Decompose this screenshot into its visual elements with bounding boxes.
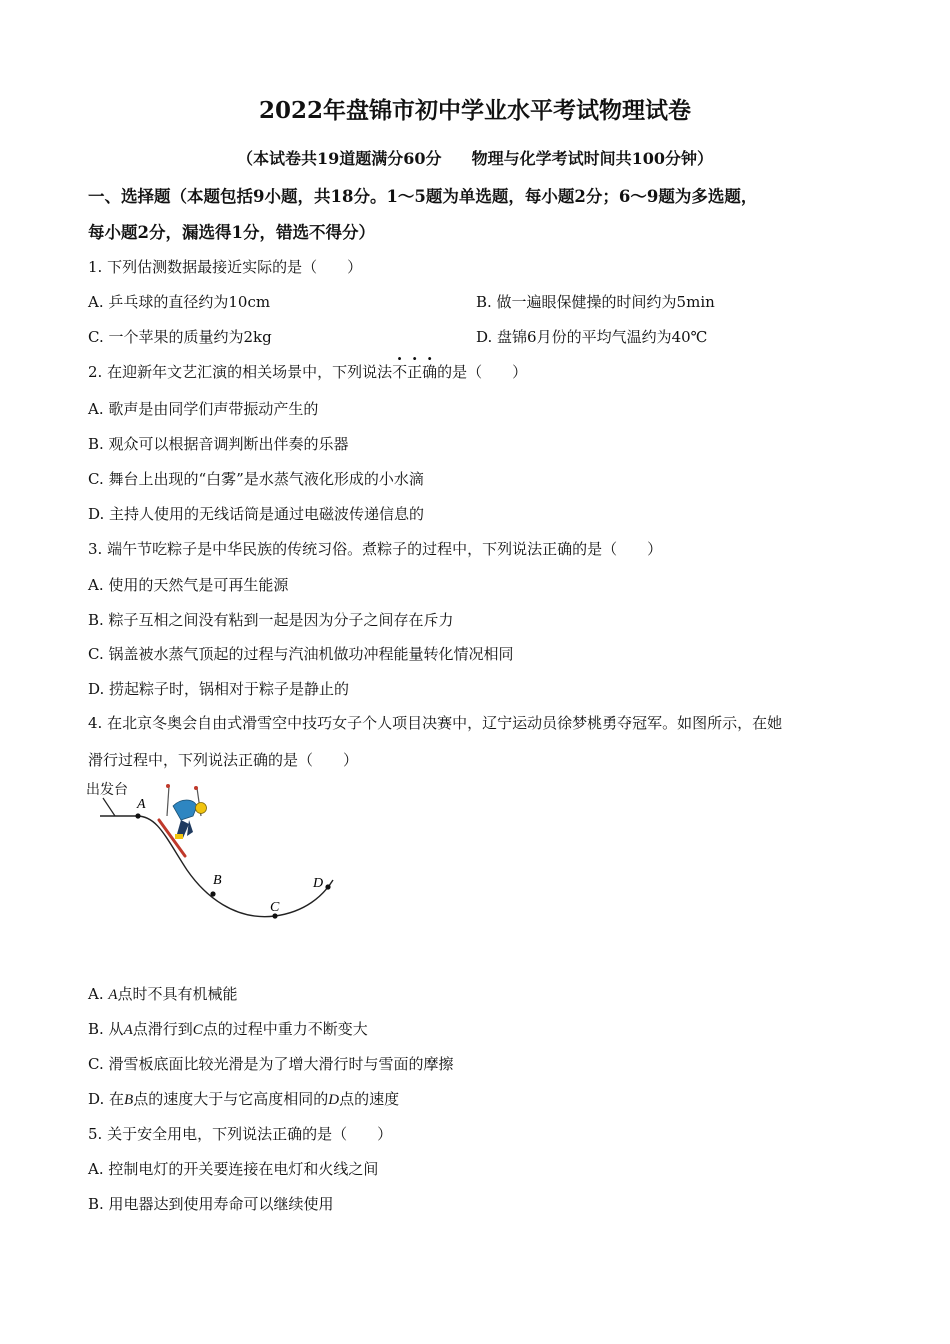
point-a-dot: [135, 813, 140, 818]
q2-option-d: D. 主持人使用的无线话筒是通过电磁波传递信息的: [88, 505, 425, 523]
q4-option-b: B. 从A点滑行到C点的过程中重力不断变大: [88, 1020, 368, 1038]
q1-option-c: C. 一个苹果的质量约为2kg: [88, 328, 272, 346]
q4-stem-line2: 滑行过程中，下列说法正确的是（ ）: [88, 751, 359, 769]
exam-info: [0, 146, 950, 169]
q3-option-c: C. 锅盖被水蒸气顶起的过程与汽油机做功冲程能量转化情况相同: [88, 645, 514, 663]
q4-option-d: D. 在B点的速度大于与它高度相同的D点的速度: [88, 1090, 400, 1108]
slope-curve: [100, 816, 333, 917]
q2-emphasis-char: 正: [407, 363, 423, 381]
q1-option-d: D. 盘锦6月份的平均气温约为40℃: [476, 328, 708, 346]
point-d-dot: [325, 884, 330, 889]
q4-option-c: C. 滑雪板底面比较光滑是为了增大滑行时与雪面的摩擦: [88, 1055, 454, 1073]
q2-stem-pre: 2. 在迎新年文艺汇演的相关场景中，下列说法: [88, 363, 393, 381]
point-b-label: B: [213, 873, 222, 888]
q5-stem: 5. 关于安全用电，下列说法正确的是（ ）: [88, 1125, 393, 1143]
start-arrow: [103, 798, 115, 816]
q1-stem: 1. 下列估测数据最接近实际的是（ ）: [88, 258, 363, 276]
point-d-label: D: [313, 876, 324, 891]
q3-option-b: B. 粽子互相之间没有粘到一起是因为分子之间存在斥力: [88, 611, 454, 629]
q1-option-a: A. 乒乓球的直径约为10cm: [88, 293, 271, 311]
page-title: 2022年盘锦市初中学业水平考试物理试卷: [258, 97, 691, 124]
point-b-dot: [210, 891, 215, 896]
ski-slope-figure: [85, 776, 345, 926]
point-c-label: C: [270, 900, 280, 915]
q2-emphasis-char: 不: [392, 363, 408, 381]
q3-option-a: A. 使用的天然气是可再生能源: [88, 576, 289, 594]
q2-option-a: A. 歌声是由同学们声带振动产生的: [88, 400, 319, 418]
q2-stem-post: 的是（ ）: [437, 363, 528, 381]
exam-info-time: 物理与化学考试时间共100分钟）: [471, 149, 713, 168]
q2-emphasis-char: 确: [422, 363, 438, 381]
q3-stem: 3. 端午节吃粽子是中华民族的传统习俗。煮粽子的过程中，下列说法正确的是（ ）: [88, 540, 663, 558]
q2-stem: [88, 361, 527, 382]
section-heading-line2: 每小题2分，漏选得1分，错选不得分）: [88, 223, 375, 242]
q2-option-c: C. 舞台上出现的“白雾”是水蒸气液化形成的小水滴: [88, 470, 424, 488]
q1-option-b: B. 做一遍眼保健操的时间约为5min: [476, 293, 715, 311]
q5-option-a: A. 控制电灯的开关要连接在电灯和火线之间: [88, 1160, 379, 1178]
exam-info-score: （本试卷共19道题满分60分: [237, 149, 442, 168]
q5-option-b: B. 用电器达到使用寿命可以继续使用: [88, 1195, 334, 1213]
point-a-label: A: [137, 797, 146, 812]
q2-option-b: B. 观众可以根据音调判断出伴奏的乐器: [88, 435, 349, 453]
q3-option-d: D. 捞起粽子时，锅相对于粽子是静止的: [88, 680, 350, 698]
figure-start-platform-label: 出发台: [86, 782, 128, 798]
skier-illustration: [159, 784, 207, 856]
q4-stem-line1: 4. 在北京冬奥会自由式滑雪空中技巧女子个人项目决赛中，辽宁运动员徐梦桃勇夺冠军。如图所示，在她: [88, 714, 783, 732]
section-heading-line1: 一、选择题（本题包括9小题，共18分。1～5题为单选题，每小题2分；6～9题为多选题，: [88, 187, 758, 206]
q4-option-a: A. A点时不具有机械能: [88, 985, 238, 1003]
